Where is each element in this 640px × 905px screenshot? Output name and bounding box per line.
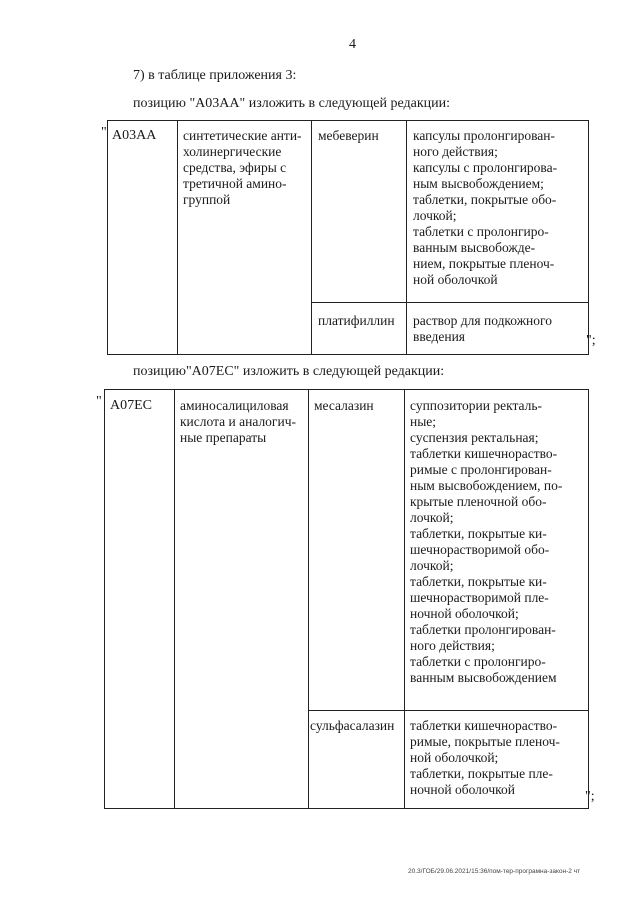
table-a07ec-forms-1: суппозитории ректаль- ные; суспензия ректальная; таблетки кишечнораство- римые с пролонгирован- ным высвобождением, по- крытые пленочной обо- лочкой; таблетки, покрытые ки- шечнорастворимой обо- лочкой; таблетки, покрытые ки- шечнорастворимой пле- ночной оболочкой; таблетки пролонгирован- ного действия; таблетки с пролонгиро- ванным высвобождением bbox=[410, 398, 563, 685]
table-a07ec-group: аминосалициловая кислота и аналогич- ные препараты bbox=[180, 398, 296, 445]
table-a03aa-drug-1: мебеверин bbox=[318, 128, 379, 143]
table-a03aa-drug-2: платифиллин bbox=[318, 313, 395, 328]
table-a07ec-code: А07ЕС bbox=[110, 398, 152, 413]
table-a07ec-close-quote: "; bbox=[585, 789, 595, 804]
table-a03aa-group: синтетические анти- холинергические средства, эфиры с третичной амино- группой bbox=[183, 128, 302, 207]
table-a03aa-code: А03АА bbox=[112, 128, 157, 143]
table-a03aa-divider bbox=[311, 120, 312, 354]
table-a03aa-open-quote: " bbox=[101, 125, 107, 140]
table-a07ec-divider bbox=[308, 389, 309, 808]
table-a03aa-close-quote: "; bbox=[586, 333, 596, 348]
page-number: 4 bbox=[349, 37, 356, 52]
table-a03aa-row-divider bbox=[311, 302, 588, 303]
item-7-heading: 7) в таблице приложения 3: bbox=[133, 68, 297, 83]
footer-stamp: 20.3/ГОБ/29.06.2021/15:36/пом-тер-програмна-закон-2 чт bbox=[408, 868, 581, 875]
table-a07ec-row-divider bbox=[308, 710, 588, 711]
table-a07ec-drug-2: сульфасалазин bbox=[310, 718, 395, 733]
table-a07ec-drug-1: месалазин bbox=[314, 398, 374, 413]
table-a07ec-forms-2: таблетки кишечнораство- римые, покрытые пленоч- ной оболочкой; таблетки, покрытые пле- ночной оболочкой bbox=[410, 718, 560, 797]
table-a07ec-divider bbox=[174, 389, 175, 808]
table-a03aa-forms-2: раствор для подкожного введения bbox=[413, 313, 552, 344]
table-a03aa-divider bbox=[177, 120, 178, 354]
table-a07ec-divider bbox=[404, 389, 405, 808]
position-a07ec-intro: позицию"А07ЕС" изложить в следующей редакции: bbox=[133, 364, 445, 379]
table-a03aa-forms-1: капсулы пролонгирован- ного действия; капсулы с пролонгирова- ным высвобождением; таблетки, покрытые обо- лочкой; таблетки с пролонгиро- ванным высвобожде- нием, покрытые пленоч- ной оболочкой bbox=[413, 128, 558, 287]
position-a03aa-intro: позицию "А03АА" изложить в следующей редакции: bbox=[133, 96, 450, 111]
table-a03aa-divider bbox=[406, 120, 407, 354]
table-a07ec-open-quote: " bbox=[96, 394, 102, 409]
